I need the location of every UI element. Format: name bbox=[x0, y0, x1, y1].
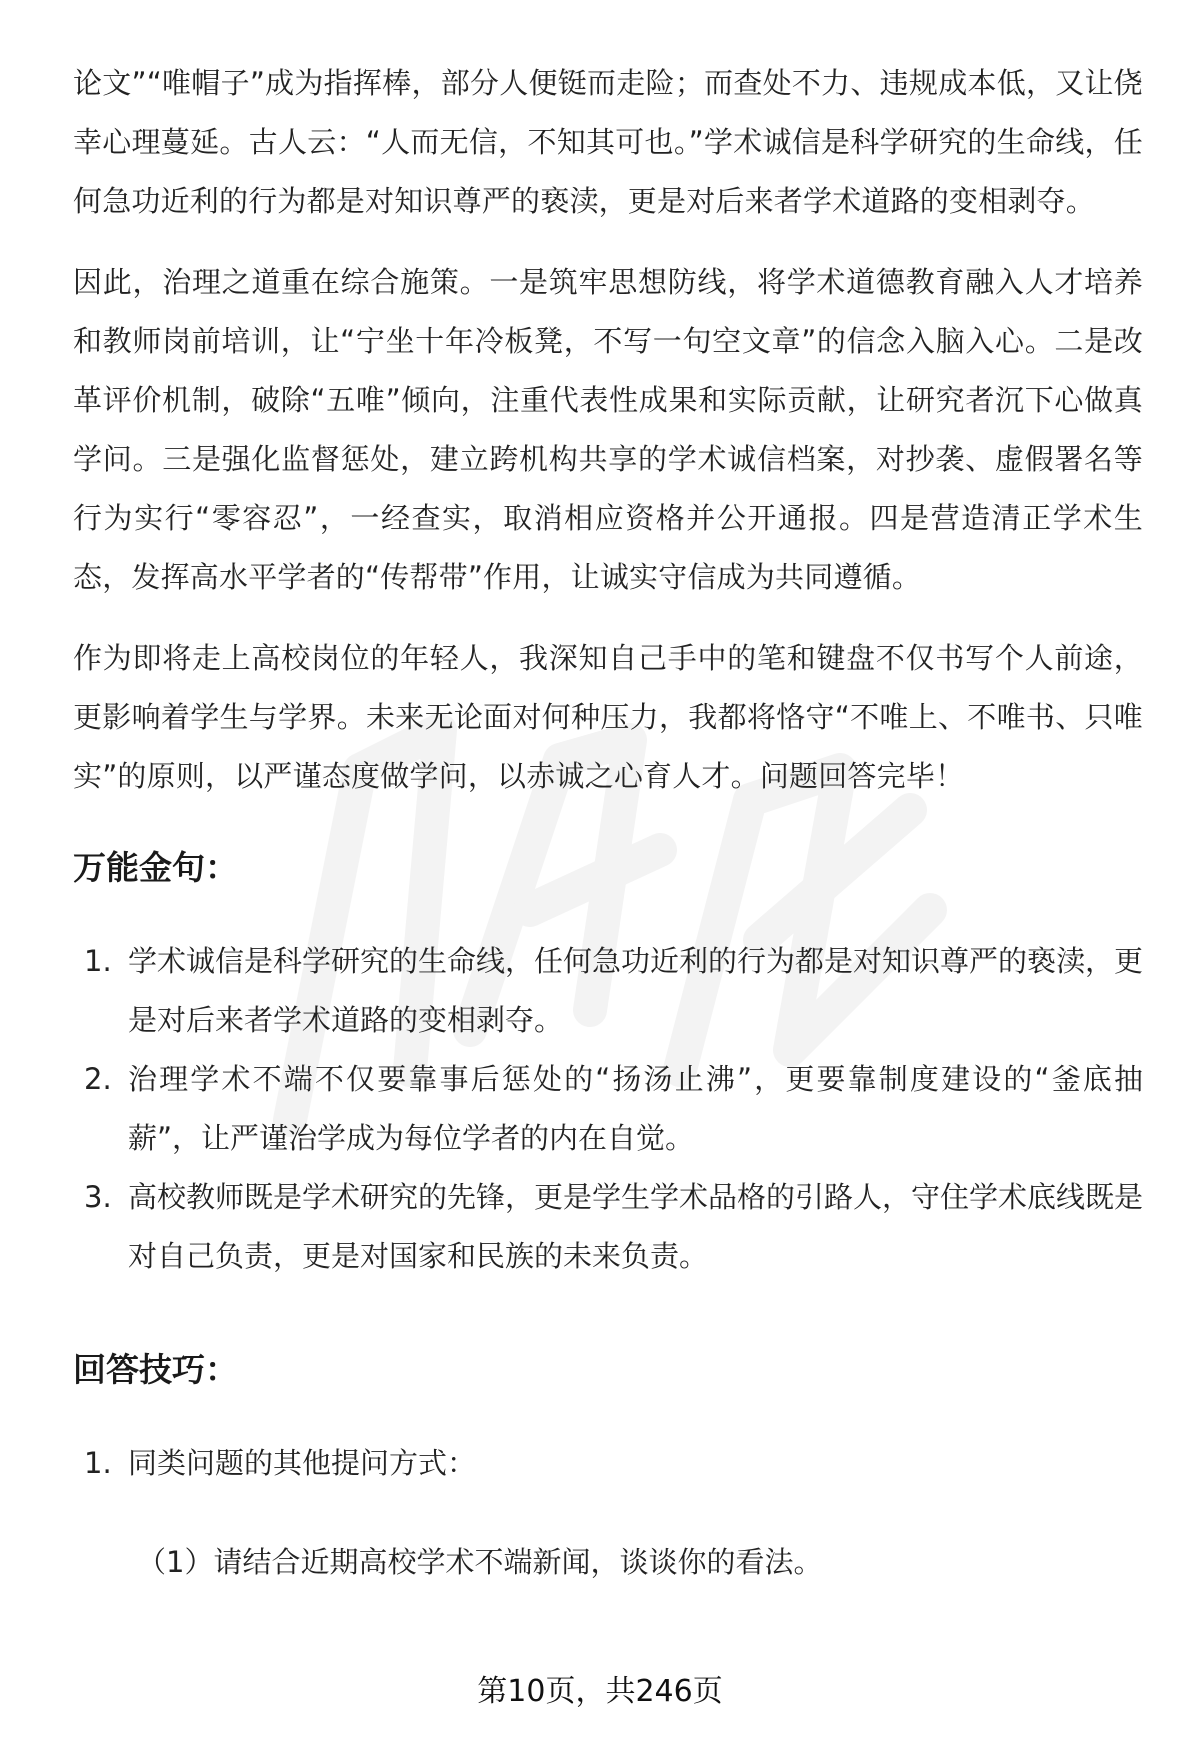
section-heading-answer-tips: 回答技巧： bbox=[73, 1350, 238, 1389]
section-heading-golden-sentences: 万能金句： bbox=[73, 848, 238, 887]
list-item bbox=[73, 1168, 1143, 1286]
list-number: 3. bbox=[84, 1180, 112, 1214]
body-paragraph: 因此，治理之道重在综合施策。一是筑牢思想防线，将学术道德教育融入人才培养和教师岗前培训，让“宁坐十年冷板凳，不写一句空文章”的信念入脑入心。二是改革评价机制，破除“五唯”倾向，注重代表性成果和实际贡献，让研究者沉下心做真学问。三是强化监督惩处，建立跨机构共享的学术诚信档案，对抄袭、虚假署名等行为实行“零容忍”，一经查实，取消相应资格并公开通报。四是营造清正学术生态，发挥高水平学者的“传帮带”作用，让诚实守信成为共同遵循。 bbox=[73, 265, 1143, 594]
list-number: 2. bbox=[84, 1062, 112, 1096]
list-item-text: 高校教师既是学术研究的先锋，更是学生学术品格的引路人，守住学术底线既是对自己负责，更是对国家和民族的未来负责。 bbox=[128, 1180, 1144, 1273]
list-item bbox=[73, 1434, 1143, 1493]
list-number: 1. bbox=[84, 1446, 112, 1480]
golden-sentence-list bbox=[73, 932, 1143, 1286]
list-item-text: 学术诚信是科学研究的生命线，任何急功近利的行为都是对知识尊严的亵渎，更是对后来者学术道路的变相剥夺。 bbox=[128, 944, 1144, 1037]
list-item bbox=[73, 932, 1143, 1050]
body-paragraph: 论文”“唯帽子”成为指挥棒，部分人便铤而走险；而查处不力、违规成本低，又让侥幸心理蔓延。古人云：“人而无信，不知其可也。”学术诚信是科学研究的生命线，任何急功近利的行为都是对知识尊严的亵渎，更是对后来者学术道路的变相剥夺。 bbox=[73, 66, 1143, 218]
sub-list-item: （1）请结合近期高校学术不端新闻，谈谈你的看法。 bbox=[137, 1545, 823, 1579]
list-item bbox=[73, 1050, 1143, 1168]
tips-list bbox=[73, 1434, 1143, 1493]
list-item-text: 同类问题的其他提问方式： bbox=[128, 1446, 477, 1480]
page-content bbox=[73, 54, 1143, 1592]
list-item-text: 治理学术不端不仅要靠事后惩处的“扬汤止沸”，更要靠制度建设的“釜底抽薪”，让严谨治学成为每位学者的内在自觉。 bbox=[128, 1062, 1143, 1155]
body-paragraph: 作为即将走上高校岗位的年轻人，我深知自己手中的笔和键盘不仅书写个人前途，更影响着学生与学界。未来无论面对何种压力，我都将恪守“不唯上、不唯书、只唯实”的原则，以严谨态度做学问，以赤诚之心育人才。问题回答完毕！ bbox=[73, 641, 1143, 793]
page-number-footer: 第10页，共246页 bbox=[477, 1674, 723, 1709]
list-number: 1. bbox=[84, 944, 112, 978]
